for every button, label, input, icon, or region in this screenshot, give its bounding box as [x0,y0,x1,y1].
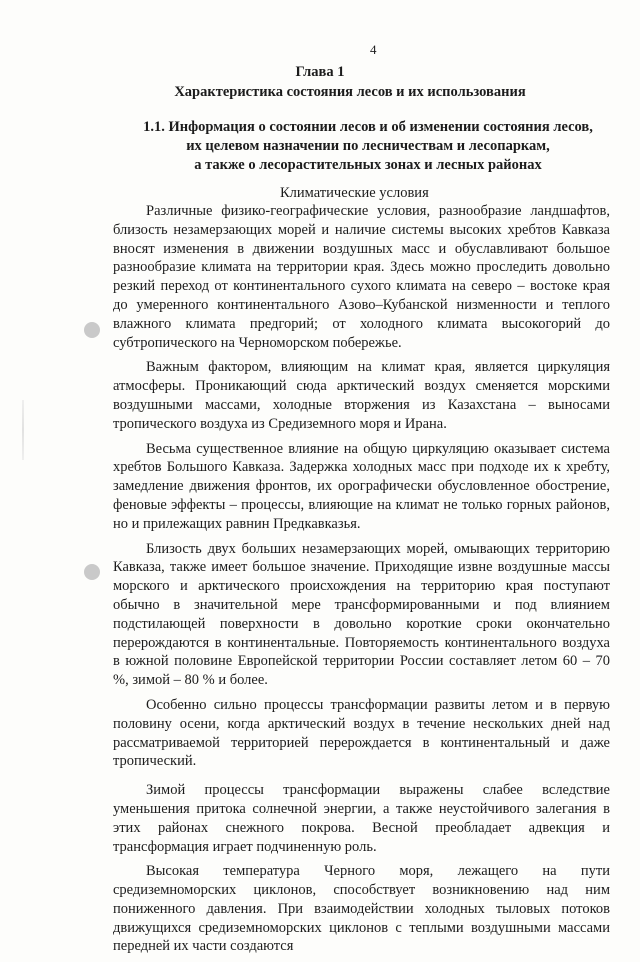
chapter-subtitle: Характеристика состояния лесов и их использования [174,84,526,100]
body-text [113,202,610,962]
chapter-heading [0,62,640,102]
scan-margin-mark [22,400,24,460]
subheading-climate: Климатические условия [280,185,429,201]
section-heading-line-1: 1.1. Информация о состоянии лесов и об изменении состояния лесов, [143,119,593,135]
paragraph: Зимой процессы трансформации выражены слабее вследствие уменьшения притока солнечной энергии, а также неустойчивого залегания в этих районах снежного покрова. Весной преобладает адвекция и трансформация играет подчиненную роль. [113,782,610,855]
section-heading [118,118,618,175]
paragraph: Особенно сильно процессы трансформации развиты летом и в первую половину осени, когда арктический воздух в течение нескольких дней над рассматриваемой территорией перерождается в континентальный и даже тропический. [113,696,610,770]
paragraph: Важным фактором, влияющим на климат края, является циркуляция атмосферы. Проникающий сюда арктический воздух сменяется морскими воздушными массами, холодные вторжения из Казахстана – выносами тропического воздуха из Средиземного моря и Ирана. [113,359,610,432]
paragraph: Близость двух больших незамерзающих морей, омывающих территорию Кавказа, также имеет большое значение. Приходящие извне воздушные массы морского и арктического происхождения на территорию края поступают обычно в значительной мере трансформированными и под влиянием подстилающей поверхности в довольно короткие сроки окончательно перерождаются в континентальные. Повторяемость континентального воздуха в южной половине Европейской территории России составляет летом 60 – 70 %, зимой – 80 % и более. [113,540,610,689]
paragraph: Высокая температура Черного моря, лежащего на пути средиземноморских циклонов, способствует возникновению над ним пониженного давления. При взаимодействии холодных тыловых потоков движущихся средиземноморских циклонов с теплыми воздушными массами передней их части создаются [113,863,610,955]
section-heading-line-3: а также о лесорастительных зонах и лесных районах [194,157,542,173]
punch-hole-bottom [84,564,100,580]
paragraph: Различные физико-географические условия, разнообразие ландшафтов, близость незамерзающих морей и наличие системы высоких хребтов Кавказа вносят изменения в движении воздушных масс и обуславливают большое разнообразие климата на территории края. Здесь можно проследить довольно резкий переход от континентального сухого климата на северо – востоке края до умеренного континентального Азово–Кубанской низменности и теплого влажного климата предгорий; от холодного климата высокогорий до субтропического на Черноморском побережье. [113,203,610,351]
punch-hole-top [84,322,100,338]
paragraph: Весьма существенное влияние на общую циркуляцию оказывает система хребтов Большого Кавказа. Задержка холодных масс при подходе их к хребту, замедление движения фронтов, их орографически обусловленное обострение, феновые эффекты – процессы, влияющие на климат не только горных районов, но и прилежащих равнин Предкавказья. [113,440,610,532]
section-heading-line-2: их целевом назначении по лесничествам и лесопаркам, [186,138,550,154]
chapter-title: Глава 1 [295,64,345,80]
page-number: 4 [370,42,377,57]
